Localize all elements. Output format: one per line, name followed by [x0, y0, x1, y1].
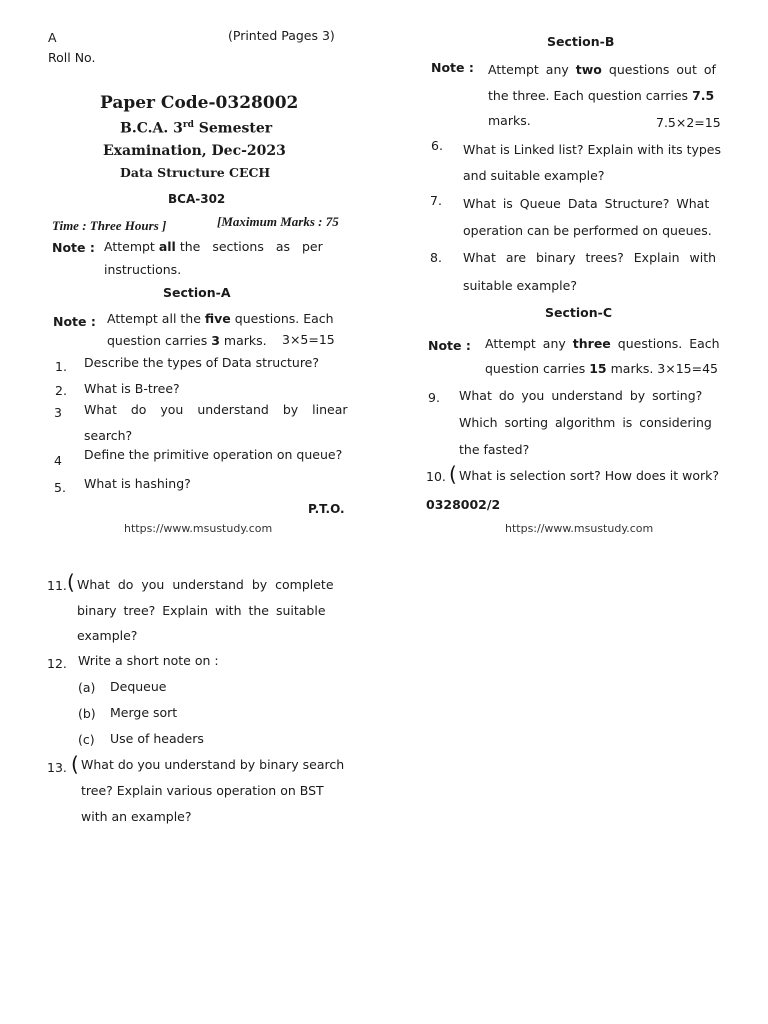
course-suffix: Semester [193, 120, 273, 137]
subject-title: Data Structure CECH [120, 165, 271, 180]
question-text: Write a short note on : [78, 653, 219, 668]
handwritten-bracket: ( [67, 570, 75, 594]
section-b-note-post: questions out of [608, 62, 716, 77]
time-label: Time : Three Hours ] [52, 218, 167, 233]
section-a-note-pre: Attempt all the [107, 311, 201, 326]
section-b-note-pre: Attempt any [488, 62, 569, 77]
general-note-pre: Attempt [104, 239, 155, 254]
section-b-note-line1 [488, 62, 716, 77]
exam-title: Examination, Dec-2023 [103, 143, 286, 159]
question-text-cont: Which sorting algorithm is considering [459, 415, 712, 430]
sub-item-label: (b) [78, 706, 96, 721]
question-text: What is hashing? [84, 476, 191, 491]
question-text-cont: tree? Explain various operation on BST [81, 783, 324, 798]
subject-code: BCA-302 [168, 192, 226, 206]
section-c-note-line2 [485, 361, 718, 376]
printed-pages: (Printed Pages 3) [228, 28, 335, 43]
question-text-cont: operation can be performed on queues. [463, 223, 712, 238]
general-note-rest: the sections as per [179, 239, 323, 254]
question-text: What do you understand by sorting? [459, 388, 703, 403]
question-text: What are binary trees? Explain with [463, 250, 717, 265]
sub-item-text: Use of headers [110, 731, 204, 746]
course-sup: rd [182, 120, 194, 130]
section-a-marks: 3×5=15 [282, 332, 335, 347]
question-number: 4 [54, 453, 62, 468]
section-b-marks: 7.5×2=15 [656, 115, 721, 130]
section-c-title: Section-C [545, 305, 612, 320]
question-text: What do you understand by linear [84, 402, 348, 417]
section-b-note-label: Note : [431, 60, 474, 75]
set-label: A [48, 30, 57, 45]
question-number: 9. [428, 390, 440, 405]
question-text-cont: binary tree? Explain with the suitable [77, 603, 326, 618]
question-number: 1. [55, 359, 67, 374]
section-b-note-line2 [488, 88, 714, 103]
handwritten-bracket: ( [449, 462, 457, 486]
question-text-cont: search? [84, 428, 133, 443]
question-number: 6. [431, 138, 443, 153]
pto: P.T.O. [308, 502, 345, 516]
course-title [120, 120, 272, 137]
page2-url: https://www.msustudy.com [505, 522, 654, 535]
handwritten-bracket: ( [71, 752, 79, 776]
question-text-cont2: with an example? [81, 809, 192, 824]
max-marks-label: [Maximum Marks : 75 [217, 214, 339, 229]
section-c-note-bold: three [572, 336, 611, 351]
section-a-note-line2-pre: question carries [107, 333, 208, 348]
question-number: 5. [54, 480, 66, 495]
question-number: 8. [430, 250, 442, 265]
section-a-note-bold2: 3 [211, 333, 220, 348]
question-text: What is Queue Data Structure? What [463, 196, 710, 211]
section-c-note-label: Note : [428, 338, 471, 353]
question-text: What is Linked list? Explain with its types [463, 142, 722, 157]
section-c-note-line2-post: marks. 3×15=45 [610, 361, 719, 376]
question-text: What do you understand by binary search [81, 757, 345, 772]
question-text: What is selection sort? How does it work? [459, 468, 719, 483]
section-c-note-post: questions. Each [617, 336, 720, 351]
section-a-title: Section-A [163, 285, 231, 300]
section-c-note-line2-pre: question carries [485, 361, 586, 376]
sub-item-text: Dequeue [110, 679, 167, 694]
sub-item-label: (c) [78, 732, 95, 747]
sub-item-text: Merge sort [110, 705, 178, 720]
question-number: 2. [55, 383, 67, 398]
footer-code: 0328002/2 [426, 497, 501, 512]
section-b-title: Section-B [547, 34, 615, 49]
question-text-cont2: example? [77, 628, 138, 643]
question-number: 11. [47, 578, 67, 593]
general-note-label: Note : [52, 240, 95, 255]
question-text: What is B-tree? [84, 381, 180, 396]
section-a-note-bold1: five [204, 311, 231, 326]
section-c-note-line1 [485, 336, 720, 351]
question-text: What do you understand by complete [77, 577, 334, 592]
section-b-note-bold: two [575, 62, 602, 77]
question-number: 10. [426, 469, 446, 484]
section-c-note-pre: Attempt any [485, 336, 566, 351]
section-b-note-line2-bold: 7.5 [692, 88, 715, 103]
question-number: 3 [54, 405, 62, 420]
section-a-note-line1 [107, 311, 334, 326]
question-text-cont2: the fasted? [459, 442, 530, 457]
course-prefix: B.C.A. 3 [120, 120, 183, 137]
question-text-cont: and suitable example? [463, 168, 605, 183]
general-note-bold: all [158, 239, 176, 254]
sub-item-label: (a) [78, 680, 96, 695]
question-number: 7. [430, 193, 442, 208]
general-note-line1 [104, 239, 323, 254]
section-b-note-line3: marks. [488, 113, 531, 128]
section-b-note-line2-pre: the three. Each question carries [488, 88, 689, 103]
section-a-note-line2 [107, 333, 267, 348]
paper-code: Paper Code-0328002 [100, 93, 299, 113]
roll-no: Roll No. [48, 50, 96, 65]
page1-url: https://www.msustudy.com [124, 522, 273, 535]
section-a-note-label: Note : [53, 314, 96, 329]
question-number: 13. [47, 760, 67, 775]
section-a-note-post: questions. Each [234, 311, 334, 326]
question-text: Describe the types of Data structure? [84, 355, 320, 370]
question-text: Define the primitive operation on queue? [84, 447, 343, 462]
general-note-line2: instructions. [104, 262, 182, 277]
question-text-cont: suitable example? [463, 278, 577, 293]
section-c-note-bold2: 15 [589, 361, 607, 376]
question-number: 12. [47, 656, 67, 671]
section-a-note-line2-post: marks. [223, 333, 267, 348]
